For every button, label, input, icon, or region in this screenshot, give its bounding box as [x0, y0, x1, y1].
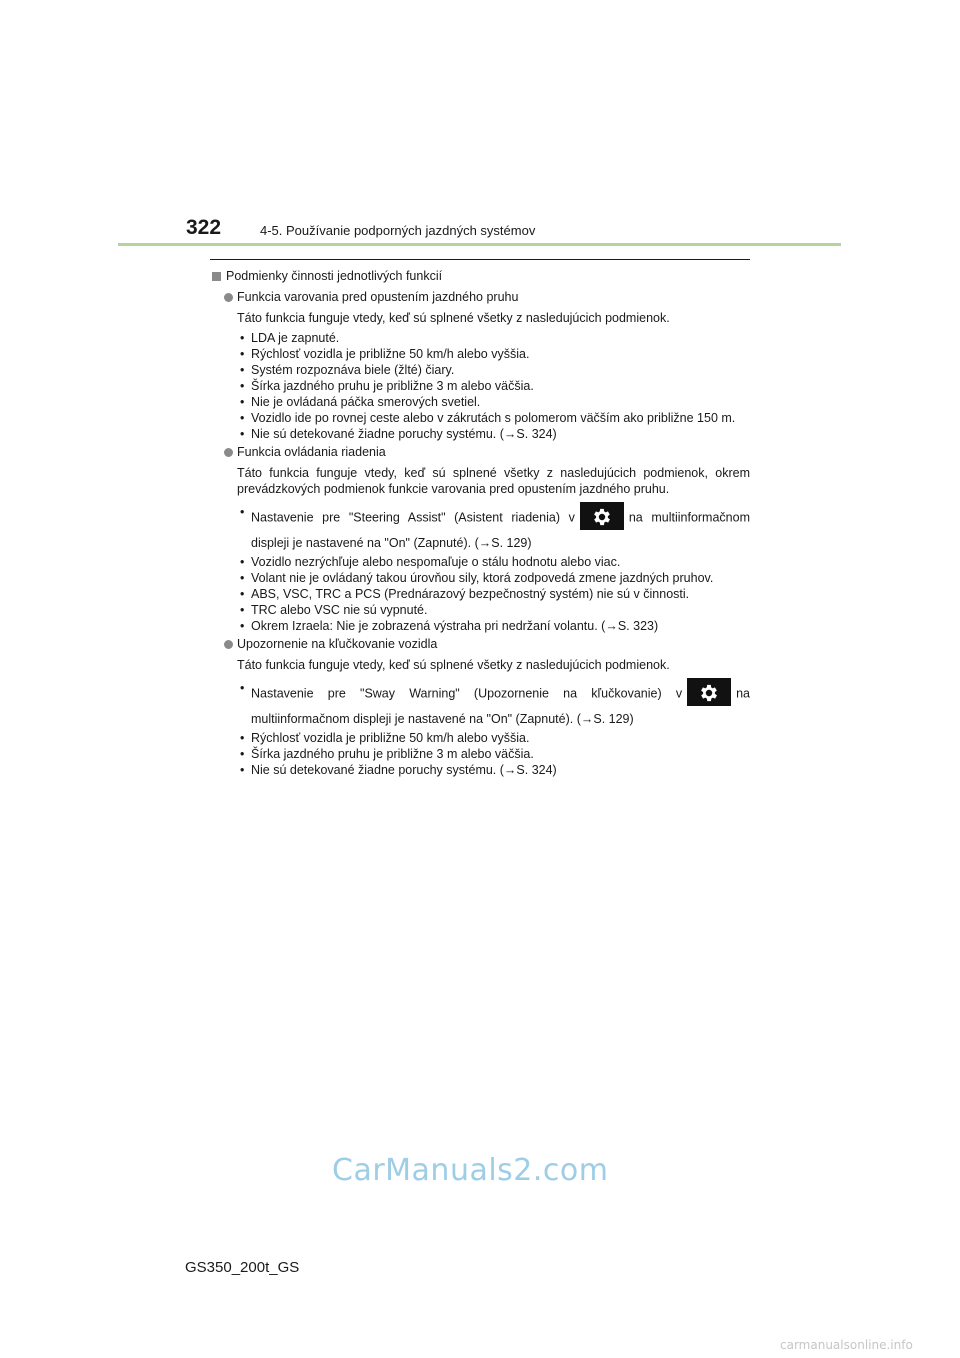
list-item: • Šírka jazdného pruhu je približne 3 m alebo väčšia. — [237, 746, 750, 762]
content — [210, 268, 750, 780]
condition-text: na multiinformačnom displeji je nastavené na "On" (Zapnuté). (→S. 129) — [251, 510, 750, 550]
condition-text: na multiinformačnom displeji je nastavené na "On" (Zapnuté). (→S. 129) — [251, 686, 750, 726]
round-bullet-icon — [224, 640, 233, 649]
section-title: Podmienky činnosti jednotlivých funkcií — [226, 269, 443, 283]
square-bullet-icon — [212, 272, 221, 281]
header-rule — [118, 243, 841, 246]
list-item: • Rýchlosť vozidla je približne 50 km/h alebo vyššia. — [237, 346, 750, 362]
list-item: • Rýchlosť vozidla je približne 50 km/h alebo vyššia. — [237, 730, 750, 746]
condition-list — [237, 330, 750, 442]
page-number: 322 — [186, 216, 222, 239]
list-item: • Nie sú detekované žiadne poruchy systému. (→S. 324) — [237, 762, 750, 778]
item-title: Funkcia varovania pred opustením jazdného pruhu — [237, 290, 519, 304]
condition-list — [237, 677, 750, 778]
footer-watermark: carmanualsonline.info — [780, 1338, 913, 1352]
list-item — [237, 677, 750, 730]
section-rule — [210, 259, 750, 260]
list-item: • Nie sú detekované žiadne poruchy systému. (→S. 324) — [237, 426, 750, 442]
list-item: • Volant nie je ovládaný takou úrovňou sily, ktorá zodpovedá zmene jazdných pruhov. — [237, 570, 750, 586]
list-item: • Okrem Izraela: Nie je zobrazená výstraha pri nedržaní volantu. (→S. 323) — [237, 618, 750, 634]
list-item: • TRC alebo VSC nie sú vypnuté. — [237, 602, 750, 618]
section-heading — [210, 268, 750, 284]
item-heading-sway-warning — [224, 636, 750, 652]
round-bullet-icon — [224, 448, 233, 457]
watermark-logo: CarManuals2.com — [332, 1153, 609, 1188]
item-heading-lane-departure — [224, 289, 750, 305]
condition-text: Nastavenie pre "Sway Warning" (Upozornenie na kľučkovanie) v — [251, 686, 683, 701]
item-title: Upozornenie na kľučkovanie vozidla — [237, 637, 438, 651]
item-heading-steering-control — [224, 444, 750, 460]
list-item: • Systém rozpoznáva biele (žlté) čiary. — [237, 362, 750, 378]
list-item: • Nie je ovládaná páčka smerových svetiel. — [237, 394, 750, 410]
item-description: Táto funkcia funguje vtedy, keď sú splnené všetky z nasledujúcich podmienok. — [237, 658, 670, 672]
item-description: Táto funkcia funguje vtedy, keď sú splnené všetky z nasledujúcich podmienok. — [237, 311, 670, 325]
list-item: • LDA je zapnuté. — [237, 330, 750, 346]
model-code: GS350_200t_GS — [185, 1259, 300, 1276]
item-description: Táto funkcia funguje vtedy, keď sú splnené všetky z nasledujúcich podmienok, okrem prevádzkových podmienok funkcie varovania pred opustením jazdného pruhu. — [237, 466, 750, 496]
round-bullet-icon — [224, 293, 233, 302]
gear-icon — [687, 678, 731, 706]
condition-text: Nastavenie pre "Steering Assist" (Asistent riadenia) v — [251, 510, 575, 525]
item-title: Funkcia ovládania riadenia — [237, 445, 386, 459]
gear-icon — [580, 502, 624, 530]
list-item: • Vozidlo nezrýchľuje alebo nespomaľuje o stálu hodnotu alebo viac. — [237, 554, 750, 570]
list-item — [237, 501, 750, 554]
chapter-title: 4-5. Používanie podporných jazdných systémov — [260, 223, 536, 238]
list-item: • Šírka jazdného pruhu je približne 3 m alebo väčšia. — [237, 378, 750, 394]
list-item: • ABS, VSC, TRC a PCS (Prednárazový bezpečnostný systém) nie sú v činnosti. — [237, 586, 750, 602]
list-item: • Vozidlo ide po rovnej ceste alebo v zákrutách s polomerom väčším ako približne 150 m. — [237, 410, 750, 426]
condition-list — [237, 501, 750, 634]
